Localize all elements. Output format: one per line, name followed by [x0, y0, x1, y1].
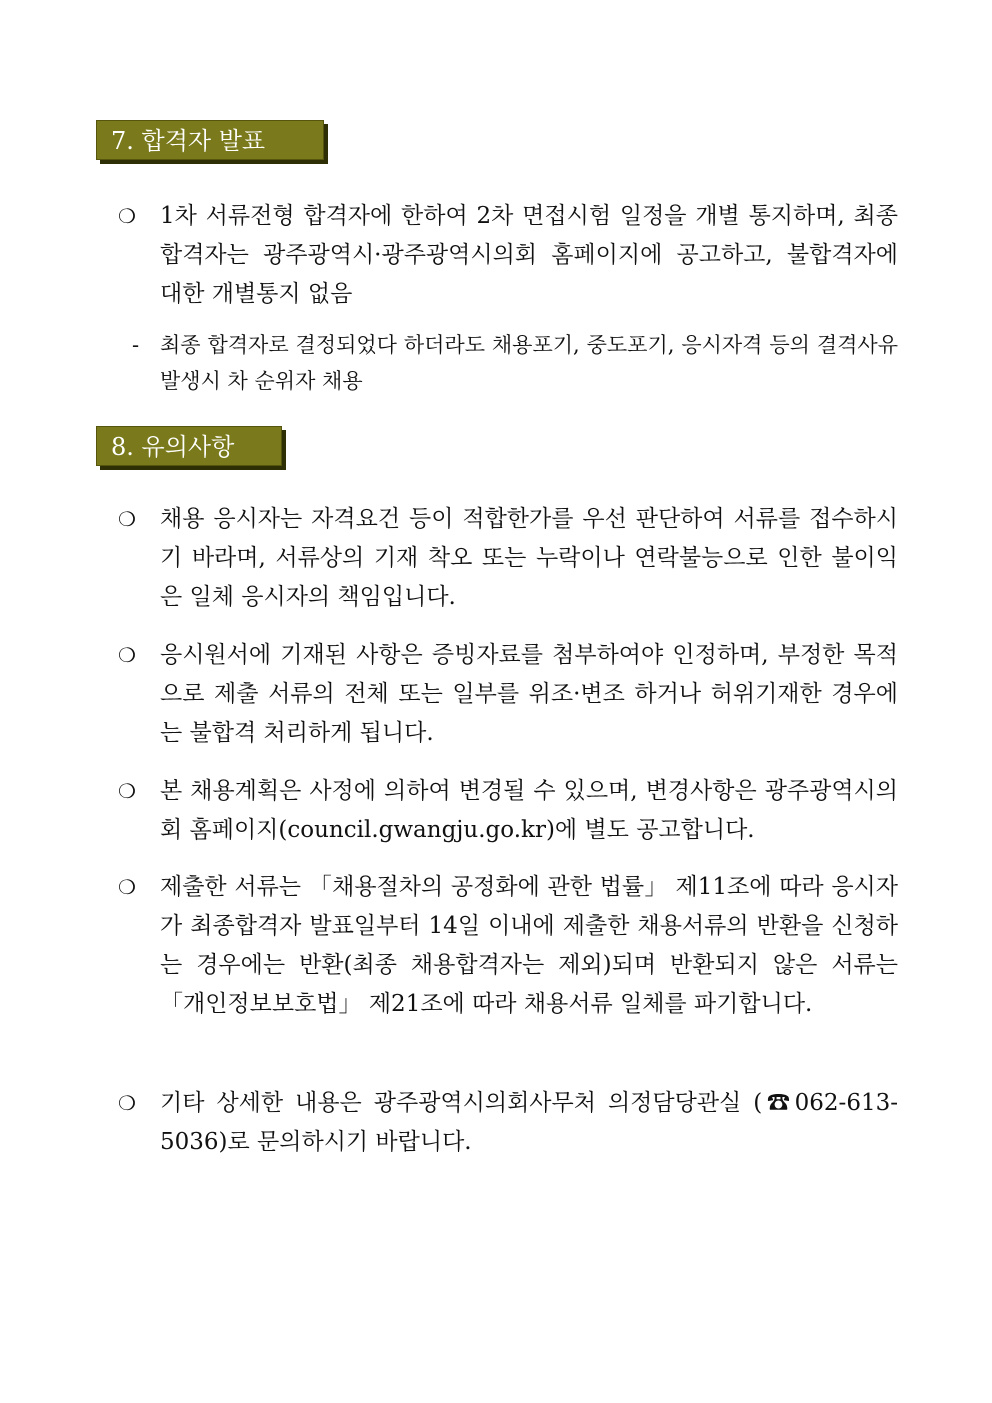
sub-list-item: [132, 327, 898, 399]
list-item: [118, 772, 898, 850]
circle-bullet-icon: ❍: [118, 507, 136, 531]
circle-bullet-icon: ❍: [118, 643, 136, 667]
list-item-text: 채용 응시자는 자격요건 등이 적합한가를 우선 판단하여 서류를 접수하시기 바라며, 서류상의 기재 착오 또는 누락이나 연락불능으로 인한 불이익은 일체 응시자의 책임입니다.: [160, 506, 898, 610]
list-item-text: 1차 서류전형 합격자에 한하여 2차 면접시험 일정을 개별 통지하며, 최종합격자는 광주광역시·광주광역시의회 홈페이지에 공고하고, 불합격자에 대한 개별통지 없음: [160, 203, 898, 307]
section-8-header: 8. 유의사항: [96, 426, 282, 466]
list-item-text: 본 채용계획은 사정에 의하여 변경될 수 있으며, 변경사항은 광주광역시의회 홈페이지(council.gwangju.go.kr)에 별도 공고합니다.: [160, 778, 898, 843]
list-item: [118, 197, 898, 314]
list-item: [118, 500, 898, 617]
circle-bullet-icon: ❍: [118, 875, 136, 899]
list-item: [118, 868, 898, 1024]
list-item-text: 기타 상세한 내용은 광주광역시의회사무처 의정담당관실 (☎062-613-5036)로 문의하시기 바랍니다.: [160, 1090, 898, 1155]
list-item-text: 제출한 서류는 「채용절차의 공정화에 관한 법률」 제11조에 따라 응시자가 최종합격자 발표일부터 14일 이내에 제출한 채용서류의 반환을 신청하는 경우에는 반환(최종 채용합격자는 제외)되며 반환되지 않은 서류는 「개인정보보호법」 제21조에 따라 채용서류 일체를 파기합니다.: [160, 874, 898, 1017]
circle-bullet-icon: ❍: [118, 779, 136, 803]
dash-bullet: -: [132, 333, 140, 357]
list-item: [118, 636, 898, 753]
section-7-header: 7. 합격자 발표: [96, 120, 324, 160]
list-item-text: 응시원서에 기재된 사항은 증빙자료를 첨부하여야 인정하며, 부정한 목적으로 제출 서류의 전체 또는 일부를 위조·변조 하거나 허위기재한 경우에는 불합격 처리하게 됩니다.: [160, 642, 898, 746]
circle-bullet-icon: ❍: [118, 1091, 136, 1115]
sub-list-item-text: 최종 합격자로 결정되었다 하더라도 채용포기, 중도포기, 응시자격 등의 결격사유 발생시 차 순위자 채용: [160, 333, 898, 393]
list-item: [118, 1084, 898, 1162]
circle-bullet-icon: ❍: [118, 204, 136, 228]
